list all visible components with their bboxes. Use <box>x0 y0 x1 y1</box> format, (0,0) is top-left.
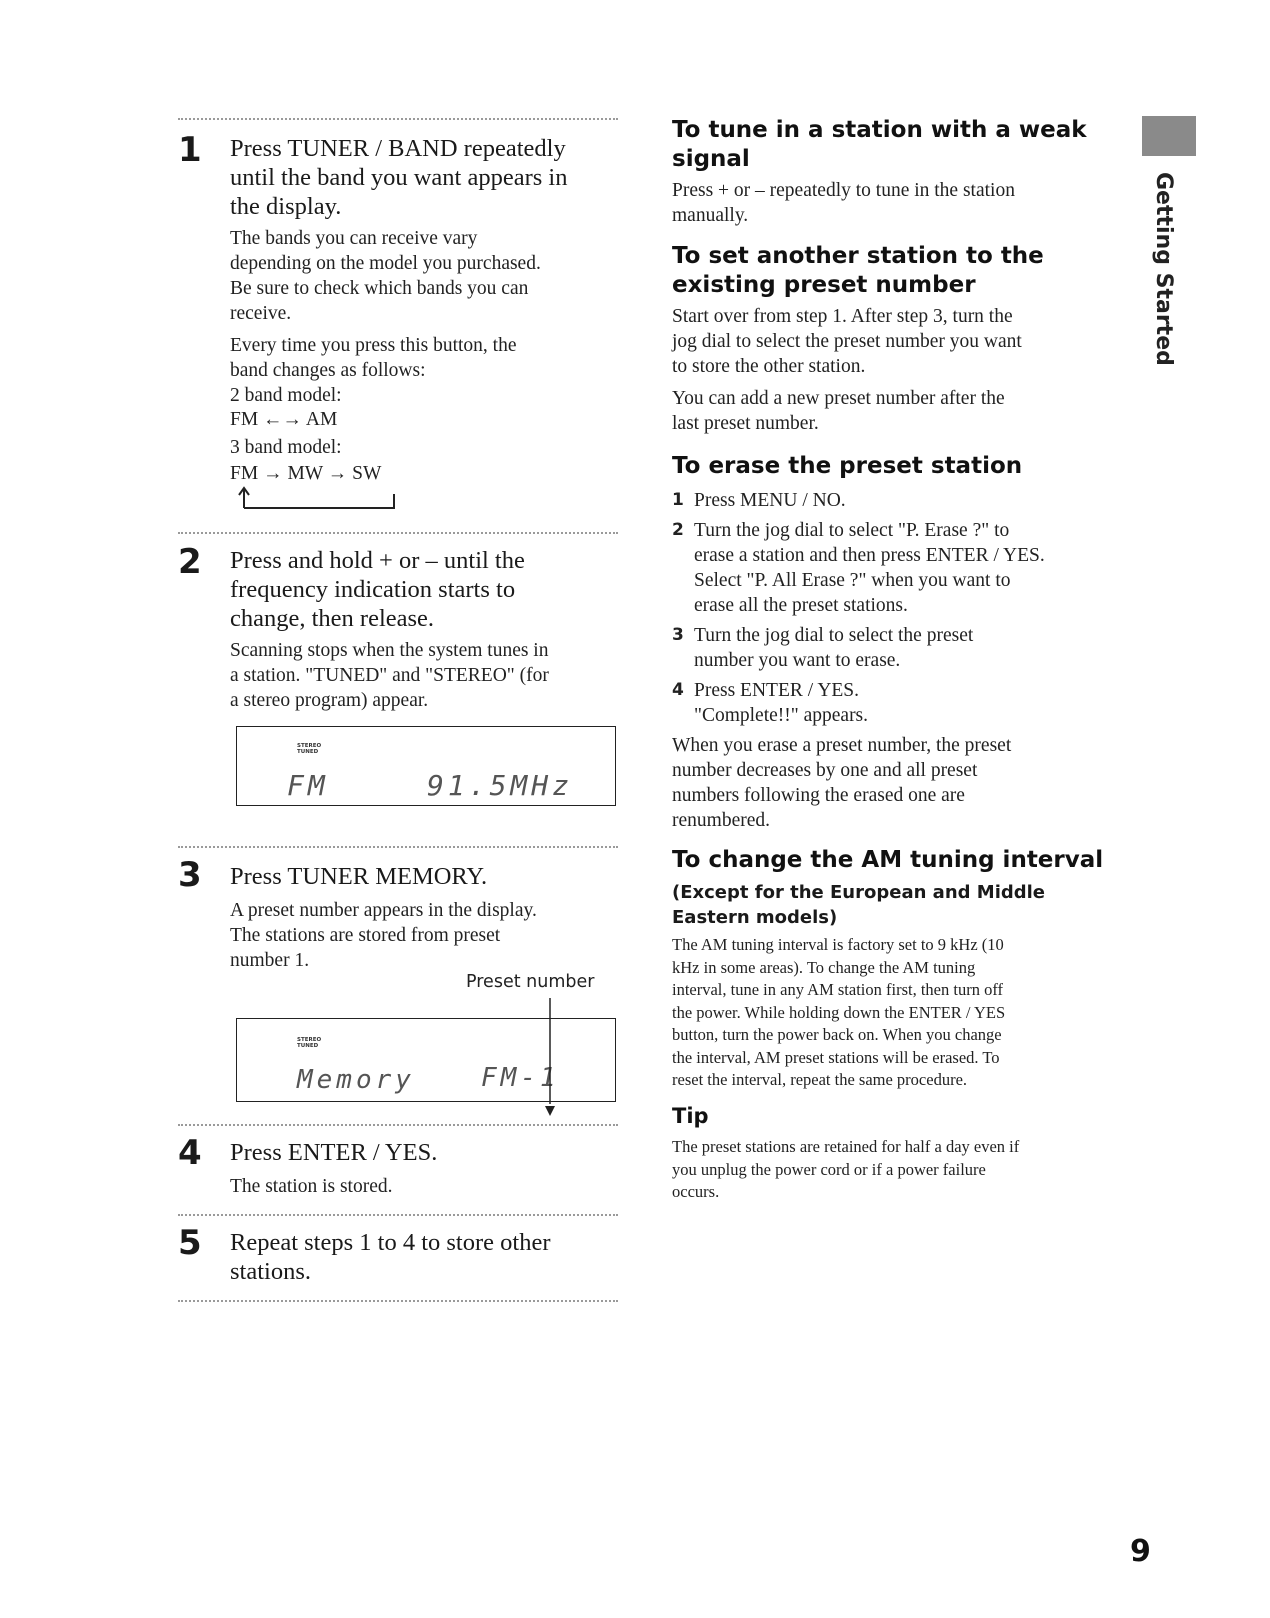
another-station-para-2 <box>672 386 1122 436</box>
subheading-line: Eastern models) <box>672 907 838 928</box>
text-line: erase all the preset stations. <box>694 595 908 616</box>
stereo-indicator: STEREO <box>297 1037 322 1043</box>
callout-pointer-icon <box>540 996 560 1120</box>
step-1-title-line: until the band you want appears in <box>230 164 568 191</box>
text-line: Be sure to check which bands you can <box>230 278 529 299</box>
page-number: 9 <box>1130 1534 1151 1569</box>
arrow-right-icon: → <box>327 463 353 484</box>
arrow-right-icon: → <box>263 463 288 484</box>
text-line: the interval, AM preset stations will be erased. To <box>672 1047 1000 1067</box>
text-line: receive. <box>230 303 292 324</box>
step-1-title-line: Press TUNER / BAND repeatedly <box>230 135 566 162</box>
erase-steps <box>672 488 1122 840</box>
step-4-body: The station is stored. <box>230 1176 393 1197</box>
text-line: reset the interval, repeat the same procedure. <box>672 1070 968 1089</box>
step-2-title-line: change, then release. <box>230 605 435 632</box>
text-line: manually. <box>672 205 749 226</box>
step-1-title <box>230 134 567 221</box>
am-interval-subheading <box>672 880 1045 930</box>
section-tab-label: Getting Started <box>1151 172 1176 366</box>
heading-line: To set another station to the <box>672 243 1044 269</box>
section-tab-marker <box>1142 116 1196 156</box>
text-line: last preset number. <box>672 413 819 434</box>
step-5-title <box>230 1228 550 1286</box>
step-divider <box>178 118 618 120</box>
step-5-title-line: stations. <box>230 1258 311 1285</box>
display-band: FM <box>287 769 329 802</box>
step-4-number: 4 <box>178 1133 202 1173</box>
step-3-body <box>230 898 630 973</box>
step-divider <box>178 1214 618 1216</box>
text-line: "Complete!!" appears. <box>694 705 869 726</box>
model-3-sequence <box>230 461 381 486</box>
preset-number-callout: Preset number <box>466 972 595 992</box>
band-sw: SW <box>352 463 382 484</box>
band-change-note <box>230 333 630 408</box>
text-line: Press + or – repeatedly to tune in the station <box>672 180 1015 201</box>
step-5-title-line: Repeat steps 1 to 4 to store other <box>230 1229 551 1256</box>
text-line: depending on the model you purchased. <box>230 253 541 274</box>
step-3-number: 3 <box>178 855 202 895</box>
text-line: Press ENTER / YES. <box>694 680 860 701</box>
erase-step-number: 1 <box>672 490 684 510</box>
erase-step-number: 3 <box>672 625 684 645</box>
text-line: You can add a new preset number after the <box>672 388 1005 409</box>
step-3-title: Press TUNER MEMORY. <box>230 863 488 890</box>
weak-signal-body <box>672 178 1112 228</box>
tip-body <box>672 1136 1132 1204</box>
band-mw: MW <box>287 463 323 484</box>
step-divider <box>178 846 618 848</box>
model-2-sequence: FM ←→ AM <box>230 409 338 430</box>
step-2-title <box>230 546 525 633</box>
display-band-preset: FM-1 <box>481 1063 560 1093</box>
text-line: Start over from step 1. After step 3, turn the <box>672 306 1013 327</box>
text-line: number you want to erase. <box>694 650 901 671</box>
step-divider <box>178 1300 618 1302</box>
band-fm: FM <box>230 463 259 484</box>
text-line: interval, tune in any AM station first, then turn off <box>672 980 1004 999</box>
tuned-indicator: TUNED <box>297 749 319 755</box>
step-2-body <box>230 638 630 713</box>
text-line: The stations are stored from preset <box>230 925 501 946</box>
another-station-para-1 <box>672 304 1122 379</box>
heading-line: To tune in a station with a weak <box>672 117 1087 143</box>
text-line: numbers following the erased one are <box>672 785 965 806</box>
tuned-indicator: TUNED <box>297 1043 319 1049</box>
step-5-number: 5 <box>178 1223 202 1263</box>
text-line: The preset stations are retained for half a day even if <box>672 1137 1020 1156</box>
text-line: When you erase a preset number, the preset <box>672 735 1012 756</box>
erase-after-note <box>672 733 1122 833</box>
text-line: number 1. <box>230 950 310 971</box>
am-interval-heading: To change the AM tuning interval <box>672 847 1104 873</box>
display-frequency: 91.5MHz <box>427 769 574 802</box>
text-line: Select "P. All Erase ?" when you want to <box>694 570 1011 591</box>
erase-step <box>672 678 1122 728</box>
step-1-number: 1 <box>178 130 202 170</box>
erase-step <box>672 488 1122 513</box>
text-line: you unplug the power cord or if a power failure <box>672 1159 986 1179</box>
model-3-label: 3 band model: <box>230 437 342 458</box>
heading-line: existing preset number <box>672 272 976 298</box>
subheading-line: (Except for the European and Middle <box>672 882 1046 903</box>
text-line: occurs. <box>672 1182 720 1201</box>
text-line: to store the other station. <box>672 356 866 377</box>
model-2-label: 2 band model: <box>230 385 342 406</box>
weak-signal-heading <box>672 116 1087 174</box>
text-line: a station. "TUNED" and "STEREO" (for <box>230 665 549 686</box>
step-2-title-line: frequency indication starts to <box>230 576 516 603</box>
text-line: The AM tuning interval is factory set to 9 kHz (10 <box>672 935 1004 954</box>
step-2-title-line: Press and hold + or – until the <box>230 547 525 574</box>
erase-step-list <box>672 488 1122 728</box>
step-4-title: Press ENTER / YES. <box>230 1139 438 1166</box>
erase-step <box>672 518 1122 618</box>
text-line: A preset number appears in the display. <box>230 900 537 921</box>
another-station-body <box>672 304 1122 443</box>
tuner-display <box>236 726 616 806</box>
step-1-body <box>230 226 630 408</box>
stereo-indicator: STEREO <box>297 743 322 749</box>
text-line: The bands you can receive vary <box>230 228 478 249</box>
text-line: Every time you press this button, the <box>230 335 517 356</box>
step-divider <box>178 1124 618 1126</box>
text-line: erase a station and then press ENTER / YES. <box>694 545 1045 566</box>
tip-heading: Tip <box>672 1104 709 1128</box>
step-divider <box>178 532 618 534</box>
am-interval-body <box>672 934 1122 1092</box>
display-memory-text: Memory <box>297 1065 415 1095</box>
erase-step-number: 2 <box>672 520 684 540</box>
text-line: a stereo program) appear. <box>230 690 429 711</box>
text-line: jog dial to select the preset number you want <box>672 331 1022 352</box>
text-line: Turn the jog dial to select "P. Erase ?" to <box>694 520 1010 541</box>
erase-heading: To erase the preset station <box>672 453 1023 479</box>
text-line: Scanning stops when the system tunes in <box>230 640 549 661</box>
text-line: Turn the jog dial to select the preset <box>694 625 974 646</box>
another-station-heading <box>672 242 1044 300</box>
step-2-number: 2 <box>178 542 202 582</box>
text-line: kHz in some areas). To change the AM tuning <box>672 957 976 977</box>
cycle-loop-arrow-icon <box>234 486 404 512</box>
text-line: button, turn the power back on. When you change <box>672 1025 1002 1044</box>
text-line: Press MENU / NO. <box>694 490 846 511</box>
step-1-title-line: the display. <box>230 193 342 220</box>
erase-step <box>672 623 1122 673</box>
bands-note <box>230 226 630 326</box>
text-line: band changes as follows: <box>230 360 426 381</box>
text-line: the power. While holding down the ENTER / YES <box>672 1002 1006 1022</box>
heading-line: signal <box>672 146 750 172</box>
erase-step-number: 4 <box>672 680 684 700</box>
text-line: renumbered. <box>672 810 770 831</box>
text-line: number decreases by one and all preset <box>672 760 978 781</box>
